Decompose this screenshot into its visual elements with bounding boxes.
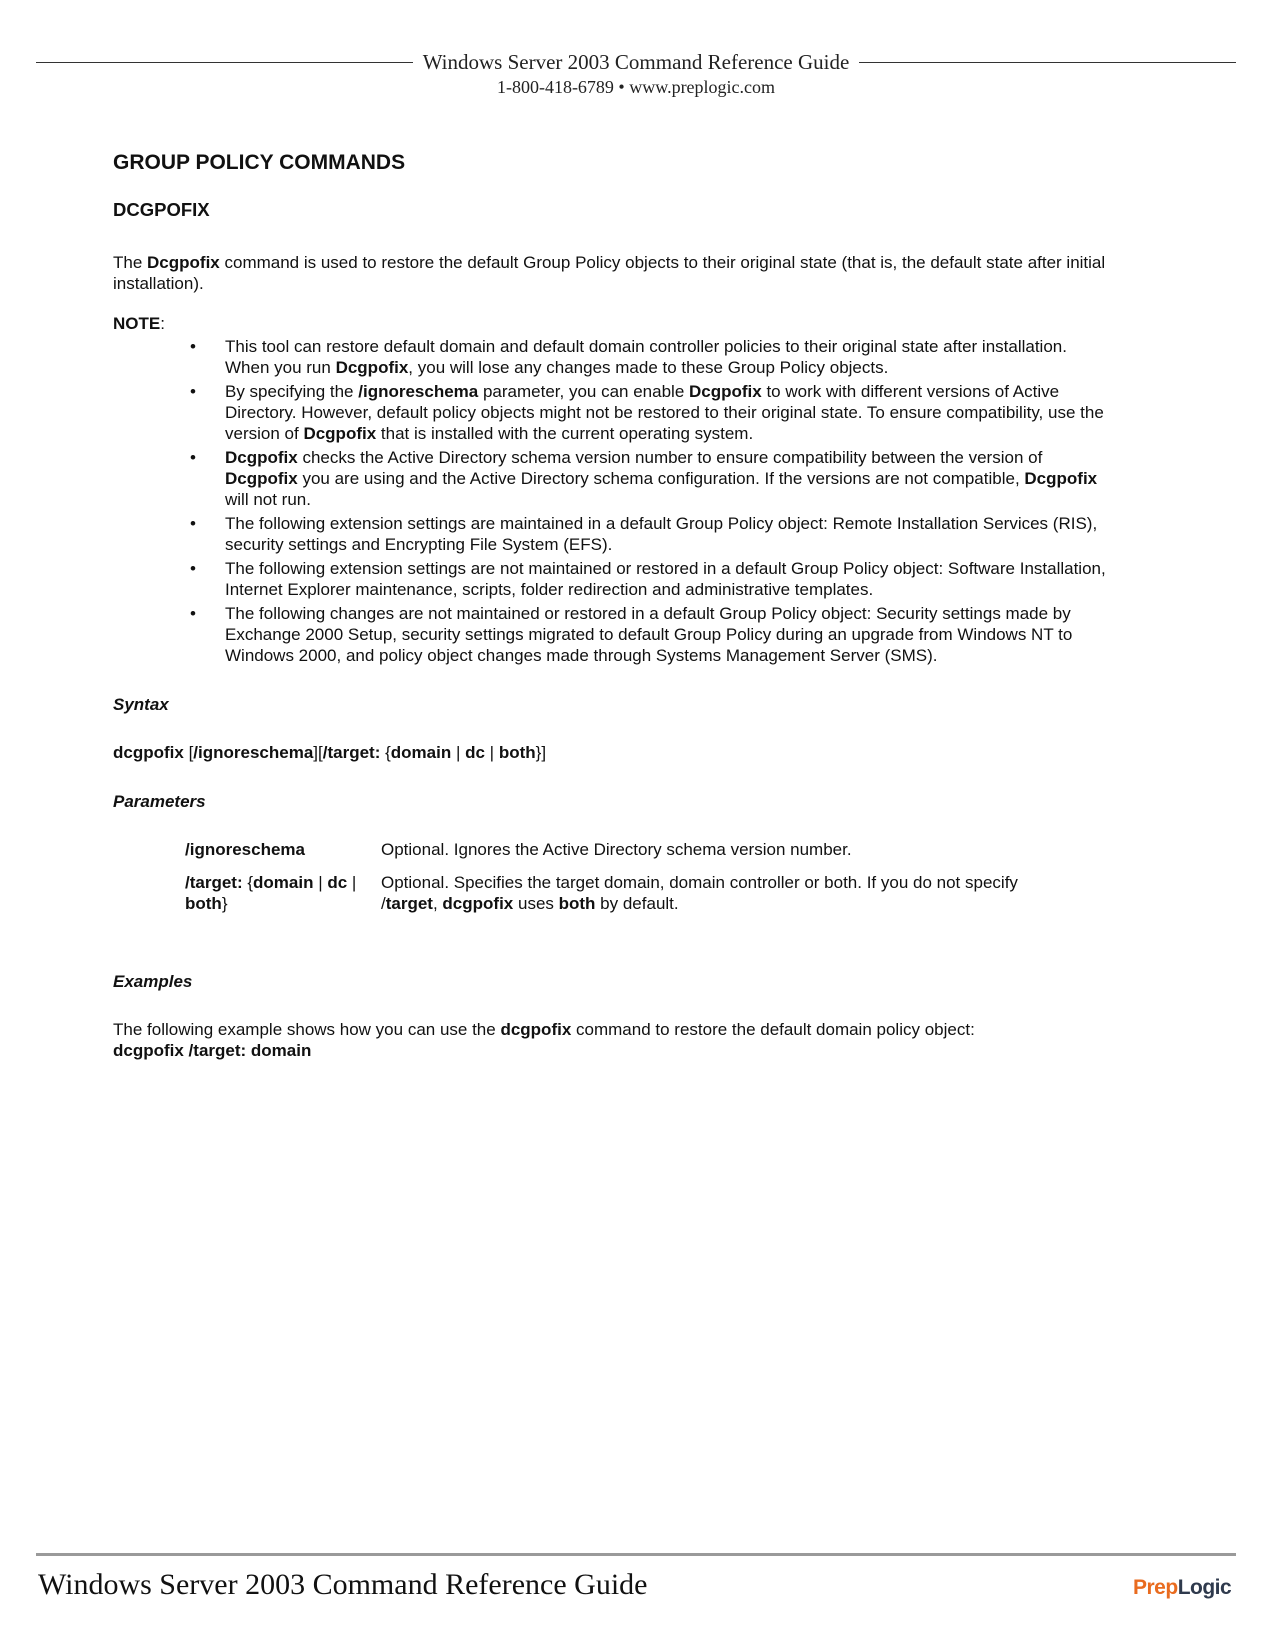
bullet-text: , you will lose any changes made to these Group Policy objects. <box>408 358 889 377</box>
bullet-text: The following extension settings are not maintained or restored in a default Group Policy object: Software Installation, Internet Explorer maintenance, scripts, folder redirection and administrative templates. <box>225 559 1106 599</box>
logo-prep: Prep <box>1133 1576 1178 1599</box>
bullet-bold: Dcgpofix <box>1024 469 1098 488</box>
bullet-bold: Dcgpofix <box>225 448 298 467</box>
example-command <box>113 1040 1113 1061</box>
param-name <box>185 839 381 872</box>
bullet-icon: • <box>190 448 196 467</box>
example-command-text: dcgpofix /target: domain <box>113 1041 312 1060</box>
param-text: , <box>432 894 443 913</box>
intro-text: The <box>113 253 148 272</box>
syntax-bold: /target: <box>322 743 381 762</box>
command-title: DCGPOFIX <box>113 199 210 220</box>
syntax-text: { <box>380 743 391 762</box>
examples-heading: Examples <box>113 972 193 991</box>
bullet-bold: /ignoreschema <box>358 382 479 401</box>
page-content <box>113 143 1113 1061</box>
bullet-text: This tool can restore default domain and default domain controller policies to their original state after installation. When you run <box>225 337 1067 377</box>
example-text: The following example shows how you can use the <box>113 1020 501 1039</box>
list-item <box>190 447 1113 510</box>
bullet-text: The following changes are not maintained or restored in a default Group Policy object: Security settings made by Exchange 2000 Setup, security settings migrated to default Group Policy during an upgrade from Windows NT to Windows 2000, and policy object changes made through Systems Management Server (SMS). <box>225 604 1073 665</box>
param-text: Optional. Specifies the target domain, domain controller or both. If you do not specify / <box>381 873 1018 913</box>
table-row <box>185 872 1051 926</box>
syntax-line <box>113 742 1113 763</box>
section-title: GROUP POLICY COMMANDS <box>113 151 406 174</box>
bullet-text: that is installed with the current operating system. <box>376 424 754 443</box>
note-list <box>113 336 1113 666</box>
bullet-bold: Dcgpofix <box>225 469 298 488</box>
bullet-text: checks the Active Directory schema version number to ensure compatibility between the version of <box>297 448 1043 467</box>
param-name-text: /ignoreschema <box>185 840 305 859</box>
note-colon: : <box>160 314 165 333</box>
example-text: command to restore the default domain policy object: <box>571 1020 975 1039</box>
example-bold: dcgpofix <box>500 1020 572 1039</box>
param-bold: target <box>385 894 433 913</box>
list-item <box>190 381 1113 444</box>
header-title-row <box>36 50 1236 75</box>
list-item <box>190 513 1113 555</box>
note-label-text: NOTE <box>113 314 161 333</box>
param-name <box>185 872 381 926</box>
bullet-text: By specifying the <box>225 382 359 401</box>
bullet-text: The following extension settings are maintained in a default Group Policy object: Remote Installation Services (RIS), security settings and Encrypting File System (EFS). <box>225 514 1098 554</box>
syntax-text: | <box>451 743 466 762</box>
table-row <box>185 839 1051 872</box>
syntax-text: }] <box>535 743 547 762</box>
param-description <box>381 872 1051 926</box>
bullet-text: will not run. <box>225 490 311 509</box>
footer-title: Windows Server 2003 Command Reference Guide <box>38 1568 648 1601</box>
intro-command: Dcgpofix <box>147 253 220 272</box>
syntax-bold: dc <box>465 743 485 762</box>
syntax-text: | <box>484 743 499 762</box>
bullet-text: parameter, you can enable <box>478 382 689 401</box>
bullet-icon: • <box>190 604 196 623</box>
param-text: uses <box>513 894 559 913</box>
syntax-text: ][ <box>313 743 323 762</box>
bullet-bold: Dcgpofix <box>689 382 762 401</box>
list-item <box>190 336 1113 378</box>
footer-rule <box>36 1553 1236 1556</box>
parameters-heading: Parameters <box>113 792 206 811</box>
list-item <box>190 603 1113 666</box>
param-bold: /target: <box>185 873 243 892</box>
parameters-table <box>185 839 1051 926</box>
bullet-icon: • <box>190 514 196 533</box>
syntax-bold: both <box>498 743 536 762</box>
logo-logic: Logic <box>1177 1576 1232 1599</box>
intro-text: command is used to restore the default Group Policy objects to their original state (that is, the default state after initial installation). <box>113 253 1106 293</box>
bullet-icon: • <box>190 337 196 356</box>
example-paragraph <box>113 1019 1113 1040</box>
syntax-heading: Syntax <box>113 695 169 714</box>
bullet-text: to work with different versions of Active Directory. However, default policy objects might not be restored to their original state. To ensure compatibility, use the version of <box>225 382 1104 443</box>
syntax-bold: domain <box>390 743 452 762</box>
bullet-bold: Dcgpofix <box>335 358 409 377</box>
syntax-bold: /ignoreschema <box>193 743 314 762</box>
preplogic-logo <box>1133 1576 1231 1600</box>
intro-paragraph <box>113 252 1113 294</box>
header-title: Windows Server 2003 Command Reference Guide <box>422 50 850 74</box>
syntax-text: [ <box>183 743 194 762</box>
param-bold: domain <box>253 873 314 892</box>
param-text: | <box>347 873 357 892</box>
bullet-text: you are using and the Active Directory schema configuration. If the versions are not compatible, <box>297 469 1025 488</box>
bullet-icon: • <box>190 559 196 578</box>
header-rule-left <box>36 62 413 63</box>
param-bold: both <box>185 894 222 913</box>
page-header <box>36 50 1236 98</box>
header-contact: 1-800-418-6789 • www.preplogic.com <box>496 77 776 97</box>
param-text: | <box>313 873 328 892</box>
param-text: by default. <box>595 894 679 913</box>
bullet-bold: Dcgpofix <box>303 424 377 443</box>
syntax-bold: dcgpofix <box>113 743 184 762</box>
param-text: { <box>242 873 254 892</box>
header-rule-right <box>859 62 1236 63</box>
bullet-icon: • <box>190 382 196 401</box>
param-description: Optional. Ignores the Active Directory schema version number. <box>381 840 852 859</box>
param-bold: both <box>558 894 596 913</box>
note-label <box>113 313 1113 334</box>
list-item <box>190 558 1113 600</box>
param-text: } <box>221 894 228 913</box>
param-bold: dc <box>327 873 348 892</box>
param-bold: dcgpofix <box>442 894 514 913</box>
